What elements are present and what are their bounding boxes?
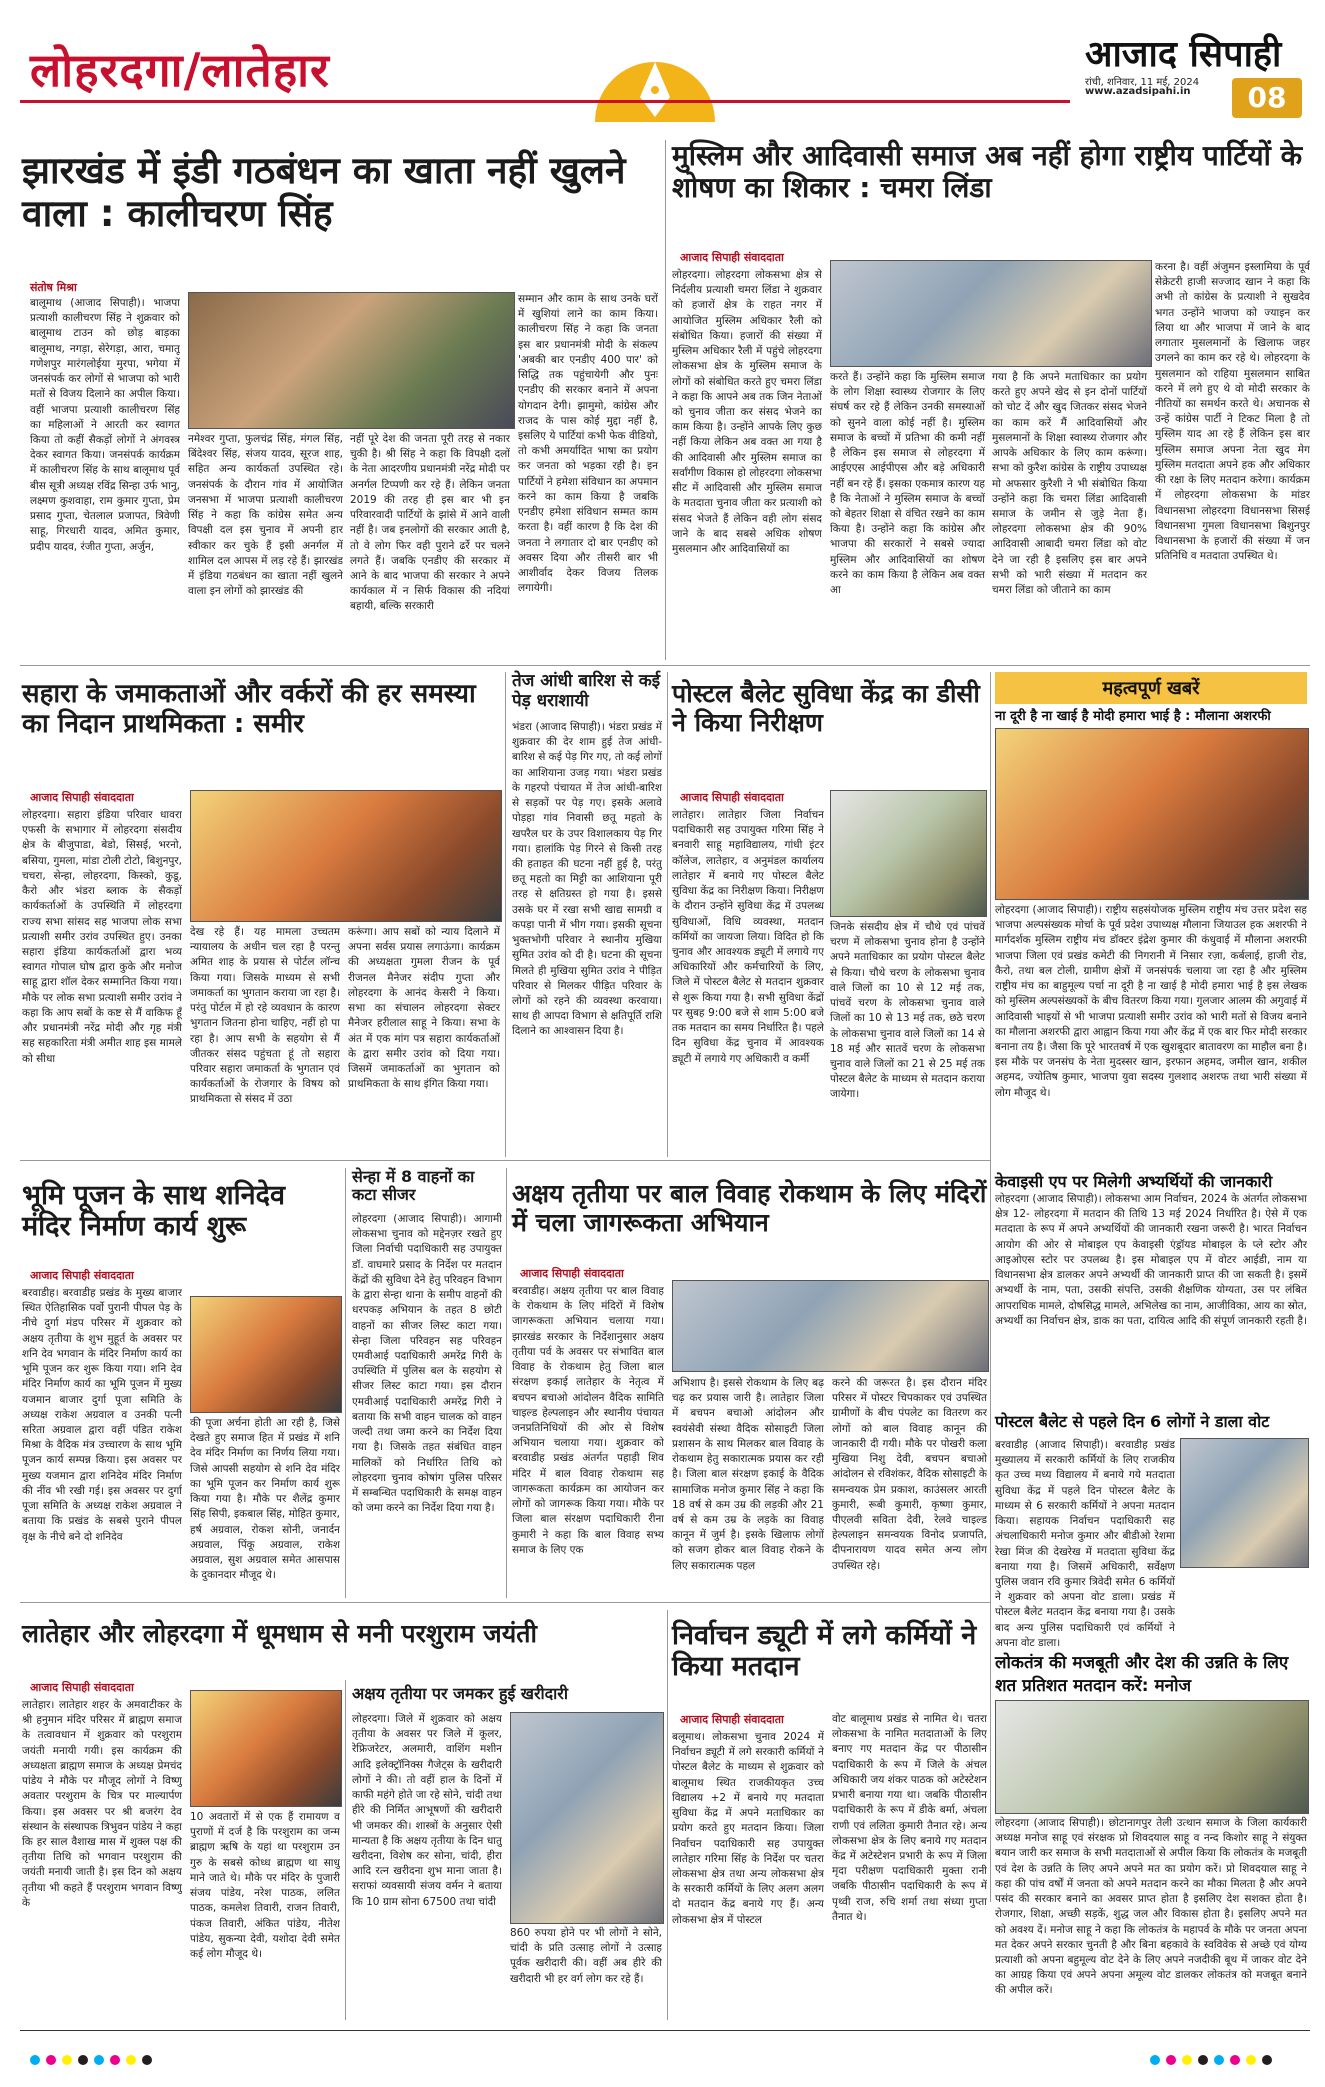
box-photo-2 bbox=[1180, 1438, 1309, 1568]
column-divider bbox=[665, 140, 666, 660]
a1-body-col1: बालूमाथ (आजाद सिपाही)। भाजपा प्रत्याशी कालीचरण सिंह ने शुक्रवार को बालूमाथ टाउन को छोड़ बाड़का बालूमाथ, नगड़ा, सेरेगड़ा, आरा, चमातू गणेशपुर मारंगलोईया मुरपा, भगेया में जनसंपर्क कर लोगों से भाजपा को भारी मतों से विजय दिलाने का अपील किया। वहीं भाजपा प्रत्याशी कालीचरण सिंह का महिलाओं ने आरती कर स्वागत किया तो कहीं सैकड़ों लोगों ने अंगवस्त्र देकर स्वागत किया। जनसंपर्क कार्यक्रम में कालीचरण सिंह के साथ बालूमाथ पूर्व बीस सूत्री अध्यक्ष रविंद्र सिन्हा उर्फ भानु, लक्ष्मण कुशवाहा, राम कुमार गुप्ता, प्रेम प्रसाद गुप्ता, चेतलाल प्रजापत, त्रिवेणी साहू, गिरधारी यादव, अमित कुमार, प्रदीप यादव, रंजीत गुप्ता, अर्जुन, bbox=[30, 297, 180, 553]
registration-dot bbox=[1214, 2055, 1224, 2065]
a9-photo bbox=[190, 1690, 342, 1807]
a5-body-col2: जिनके संसदीय क्षेत्र में चौथे एवं पांचवें चरण में लोकसभा चुनाव होना है उन्होंने अपने मताधिकार का प्रयोग पोस्टल बैलेट से किया। चौथे चरण के लोकसभा चुनाव वाले जिलों का 10 से 12 मई तक, पांचवें चरण के लोकसभा चुनाव वाले जिलों का 10 से 13 मई तक, छठे चरण के लोकसभा चुनाव वाले जिलों का 14 से 18 मई और सातवें चरण के लोकसभा चुनाव वाले जिलों का 21 से 25 मई तक पोस्टल बैलेट के माध्यम से मतदान कराया जायेगा। bbox=[830, 921, 985, 1101]
a6-body-col1: बरवाडीह। बरवाडीह प्रखंड के मुख्य बाजार स्थित ऐतिहासिक पर्वो पुरानी पीपल पेड़ के नीचे दुर्गा मंडप परिसर में शुक्रवार को अक्षय तृतीया के शुभ मुहूर्त के अवसर पर शनि देव भगवान के मंदिर निर्माण कार्य का भूमि पूजन कर शुरू किया गया। शनि देव मंदिर निर्माण कार्य का भूमि पूजन में मुख्य यजमान बाजार दुर्गा पूजा समिति के अध्यक्ष राकेश अग्रवाल व उनकी पत्नी सरिता अग्रवाल द्वारा वहीं पंडित राकेश मिश्रा के वैदिक मंत्र उच्चारण के साथ भूमि पूजन कार्य सम्पन्न किया। इस अवसर पर मुख्य यजमान द्वारा शनिदेव मंदिर निर्माण की नींव भी रखी गई। इस अवसर पर दुर्गा पूजा समिति के अध्यक्ष राकेश अग्रवाल ने बताया कि प्रखंड के सबसे पुराने पीपल वृक्ष के नीचे बने दो शनिदेव bbox=[22, 1287, 182, 1543]
registration-dot bbox=[1198, 2055, 1208, 2065]
column-divider bbox=[506, 1168, 507, 1598]
a1-body-col4: सम्मान और काम के साथ उनके घरों में खुशियां लाने का काम किया। कालीचरण सिंह ने कहा कि जनता इस बार प्रधानमंत्री मोदी के संकल्प 'अबकी बार एनडीए 400 पार' को सिद्धि तक पहुंचायेगी और पुनः एनडीए की सरकार बनाने में अपना योगदान देगी। झामुमो, कांग्रेस और राजद के पास कोई मुद्दा नहीं है, इसलिए ये पार्टियां कभी फेक वीडियो, तो कभी अमर्यादित भाषा का प्रयोग कर जनता को भड़का रही है। इन पार्टियों ने हमेशा संविधान का अपमान करने का काम किया है जबकि एनडीए हमेशा संविधान सम्मत काम करता है। वहीं कारण है कि देश की जनता ने लगातार दो बार एनडीए को अवसर दिया और तीसरी बार भी आशीर्वाद देकर विजय तिलक लगायेगी। bbox=[518, 293, 658, 595]
a11-body-col2: वोट बालूमाथ प्रखंड से नामित थे। चतरा लोकसभा के नामित मतदाताओं के लिए बनाए गए मतदान केंद्र पर पीठासीन पदाधिकारी के रूप में जिले के अंचल अधिकारी जय शंकर पाठक को अटेस्टेशन प्रभारी बनाया गया था। जबकि पीठासीन पदाधिकारी के रूप में डीके बर्मा, अंचला राणी एवं ललिता कुमारी तैनात रहे। अन्य लोकसभा क्षेत्र के लिए बनाये गए मतदान केंद्र में अटेस्टेशन प्रभारी के रूप में जिला मृदा परीक्षण पदाधिकारी मुक्ता रानी जबकि पीठासीन पदाधिकारी के रूप में पृथ्वी राज, रुचि शर्मा तथा संध्या गुप्ता तैनात थे। bbox=[832, 1713, 987, 1923]
registration-marks bbox=[30, 2050, 158, 2069]
a10-body-col2: 860 रुपया होने पर भी लोगों ने सोने, चांदी के प्रति उत्साह लोगों ने उत्साह पूर्वक खरीदारी की। वहीं अब हीरे की खरीदारी भी हर वर्ग लोग कर रहे हैं। bbox=[510, 1927, 662, 1985]
a2-photo bbox=[830, 260, 1152, 367]
a6-byline: आजाद सिपाही संवाददाता bbox=[30, 1269, 134, 1282]
a6-photo bbox=[190, 1296, 342, 1413]
a3-body-col1: लोहरदगा। सहारा इंडिया परिवार धावरा एफसी के सभागार में लोहरदगा संसदीय क्षेत्र के बीजुपाडा, बेडो, सिसई, भरनो, बसिया, गुमला, मांडा टोली टोटो, बिशुनपुर, चचरा, सेन्हा, लोहरदगा, किस्को, कुडू, कैरो और भंडरा ब्लाक के सैकड़ों कार्यकर्ताओं के उपस्थिति में लोहरदगा राज्य सभा सांसद सह भाजपा लोक सभा प्रत्याशी समीर उरांव उपस्थित हुए। उनका सहारा इंडिया कार्यकर्ताओं द्वारा भव्य स्वागत गोपाल घोष द्वारा कुके और मनोज साहू द्वारा शॉल देकर सम्मानित किया गया। मौके पर लोक सभा प्रत्याशी समीर उरांव ने कहा कि आप सबों के कष्ट से मैं वाकिफ हूँ और प्रधानमंत्री नरेंद्र मोदी और गृह मंत्री सह सहकारिता मंत्री अमीत शाह इस मामले को सीधा bbox=[22, 809, 182, 1065]
a5-byline: आजाद सिपाही संवाददाता bbox=[680, 791, 784, 804]
registration-dot bbox=[142, 2055, 152, 2065]
a6-headline: भूमि पूजन के साथ शनिदेव मंदिर निर्माण कार्य शुरू bbox=[22, 1180, 285, 1243]
registration-dot bbox=[1246, 2055, 1256, 2065]
a4-headline: तेज आंधी बारिश से कई पेड़ धराशायी bbox=[512, 671, 661, 711]
column-divider bbox=[345, 1680, 346, 2020]
box-h1: ना दूरी है ना खाई है मोदी हमारा भाई है : मौलाना अशरफी bbox=[995, 709, 1271, 724]
a10-headline: अक्षय तृतीया पर जमकर हुई खरीदारी bbox=[352, 1684, 568, 1703]
a7-body: लोहरदगा (आजाद सिपाही)। आगामी लोकसभा चुनाव को मद्देनज़र रखते हुए जिला निर्वाची पदाधिकारी सह उपायुक्त डॉ. वाघमारे प्रसाद के निर्देश पर मतदान केंद्रों की सुविधा देने हेतु परिवहन विभाग के द्वारा सेन्हा थाना के समीप वाहनों की धरपकड़ अभियान के तहत 8 छोटी वाहनों का सीजर लिस्ट काटा गया। सेन्हा जिला परिवहन सह परिवहन एमवीआई पदाधिकारी अमरेंद्र गिरी के उपस्थिति में पुलिस बल के सहयोग से सीजर लिस्ट काटा गया। इस दौरान एमवीआई पदाधिकारी अमरेंद्र गिरी ने बताया कि सभी वाहन चालक को वाहन जल्दी तथा जमा करने का निर्देश दिया गया है। जिसके तहत संबंधित वाहन मालिकों को निर्धारित तिथि को लोहरदगा चुनाव कोषांग पुलिस परिसर में सम्बन्धित पदाधिकारी के समक्ष वाहन को जमा करने का निर्देश दिया गया है। bbox=[352, 1213, 502, 1515]
a8-byline: आजाद सिपाही संवाददाता bbox=[520, 1267, 624, 1280]
registration-dot bbox=[1166, 2055, 1176, 2065]
important-news-label: महत्वपूर्ण खबरें bbox=[995, 672, 1307, 704]
box-h4: लोकतंत्र की मजबूती और देश की उन्नति के लिए शत प्रतिशत मतदान करें: मनोज bbox=[995, 1653, 1289, 1696]
row-divider bbox=[20, 665, 1310, 666]
a3-body-col3: करूंगा। आप सबों को न्याय दिलाने में अपना सर्वस प्रयास लगाऊंगा। कार्यक्रम की अध्यक्षता गुमला रीजन के पूर्व रीजनल मैनेजर संदीप गुप्ता और लोहरदगा के आनंद केसरी ने किया। सभा का संचालन लोहरदगा सेक्टर मैनेजर हरीलाल साहू ने किया। सभा के अंत में एक मांग पत्र सहारा कार्यकर्ताओं के द्वारा समीर उरांव को दिया गया। जिसमें जमाकर्ताओं का भुगतान को प्राथमिकता के साथ इंगित किया गया। bbox=[348, 926, 500, 1091]
a2-body-col4: करना है। वहीं अंजुमन इस्लामिया के पूर्व सेक्रेटरी हाजी सज्जाद खान ने कहा कि अभी तो कांग्रेस के प्रत्याशी ने सुखदेव भगत उन्होंने भाजपा को ज्याइन कर लिया था और भाजपा में जाने के बाद लगातार मुसलमानों के खिलाफ जहर उगलने का काम कर रहे थे। लोहरदगा के मुसलमान को राहिया मुसलमान साबित करने में लगे हुए थे वो मोदी सरकार के नीतियों का समर्थन करते थे। अचानक से उन्हें कांग्रेस पार्टी ने टिकट मिला है तो मुस्लिम याद आ रहे हैं लेकिन इस बार मुस्लिम समाज अपना नेता खुद मेग मुस्लिम मतदाता अपने हक और अधिकार की रक्षा के लिए मतदान करेगा। कार्यक्रम में लोहरदगा लोकसभा के मांडर विधानसभा लोहरदगा विधानसभा सिसई विधानसभा गुमला विधानसभा बिशुनपुर विधानसभा के हजारों की संख्या में जन प्रतिनिधि व मतदाता उपस्थित थे। bbox=[1155, 261, 1310, 563]
registration-dot bbox=[94, 2055, 104, 2065]
registration-dot bbox=[46, 2055, 56, 2065]
a10-body-col1: लोहरदगा। जिले में शुक्रवार को अक्षय तृतीया के अवसर पर जिले में कूलर, रेफ्रिजरेटर, अलमारी, वाशिंग मशीन आदि इलेक्ट्रॉनिक्स गैजेट्स के खरीदारी लोगों ने की। तो वहीं हाल के दिनों में काफी महंगे होते जा रहे सोने, चांदी तथा हीरे की निर्मित आभूषणों की खरीदारी भी जमकर की। शास्त्रों के अनुसार ऐसी मान्यता है कि अक्षय तृतीया के दिन धातु खरीदना, विशेष कर सोना, चांदी, हीरा आदि रत्न खरीदना शुभ माना जाता है। सराफां व्यवसायी संजय वर्मन ने बताया कि 10 ग्राम सोना 67500 तथा चांदी bbox=[352, 1713, 502, 1908]
box-b2: लोहरदगा (आजाद सिपाही)। लोकसभा आम निर्वाचन, 2024 के अंतर्गत लोकसभा क्षेत्र 12- लोहरदगा में मतदान की तिथि 13 मई 2024 निर्धारित है। ऐसे में एक मतदाता के रूप में अपने अभ्यर्थियों की जानकारी रखना जरूरी है। भारत निर्वाचन आयोग की ओर से मोबाइल एप केवाइसी एंड्रॉयड मोबाइल के प्ले स्टोर और आइओएस स्टोर पर उपलब्ध है। इस मोबाइल एप में वोटर आईडी, नाम या विधानसभा क्षेत्र डालकर अपने अभ्यर्थी की जानकारी प्राप्त की जा सकती है। इसमें अभ्यर्थी के नाम, पता, उसकी संपत्ति, उसकी शैक्षणिक योग्यता, उस पर लंबित आपराधिक मामले, दोषसिद्ध मामले, अभिलेख का नाम, आजीविका, आय का स्रोत, अभ्यर्थी का निर्वाचन क्षेत्र, डाक का पता, दायित्व आदि की संपूर्ण जानकारी रहती है। bbox=[995, 1193, 1307, 1327]
registration-marks bbox=[1150, 2050, 1278, 2069]
a7-headline: सेन्हा में 8 वाहनों का कटा सीजर bbox=[352, 1167, 475, 1205]
paper-url[interactable]: www.azadsipahi.in bbox=[1085, 86, 1191, 97]
a8-headline: अक्षय तृतीया पर बाल विवाह रोकथाम के लिए मंदिरों में चला जागरूकता अभियान bbox=[512, 1179, 987, 1237]
registration-dot bbox=[1182, 2055, 1192, 2065]
column-divider bbox=[667, 1610, 668, 2020]
box-h2: केवाइसी एप पर मिलेगी अभ्यर्थियों की जानकारी bbox=[995, 1172, 1273, 1191]
a2-body-col3: गया है कि अपने मताधिकार का प्रयोग करते हुए अपने खेद से इन दोनों पार्टियों को चोट दें और खुद जितकर संसद भेजने का काम करें मैं आदिवासियों और मुसलमानों के शिक्षा स्वास्थ्य रोजगार और आपके अधिकार के लिए काम करूंगा। सभा को कुरैश कांग्रेस के राष्ट्रीय उपाध्यक्ष मो अफसार कुरैशी ने भी संबोधित किया उन्होंने कहा कि चमरा लिंडा आदिवासी समाज के जमीन से जुड़े नेता हैं। लोहरदगा लोकसभा क्षेत्र की 90% आदिवासी आबादी चमरा लिंडा को वोट देने जा रही है इसलिए इस बार अपने सभी को भारी संख्या में मतदान कर चमरा लिंडा को जीताने का काम bbox=[992, 371, 1147, 597]
section-title: लोहरदगा/लातेहार bbox=[30, 43, 330, 97]
a5-photo bbox=[830, 790, 987, 917]
pen-nib-emblem-icon bbox=[585, 22, 725, 122]
a1-body-col2: नमेश्वर गुप्ता, फुलचंद्र सिंह, मंगल सिंह, बिंदेश्वर सिंह, संजय यादव, सूरज शाह, सहित अन्य कार्यकर्ता उपस्थित रहे। जनसंपर्क के दौरान गांव में आयोजित जनसभा में भाजपा प्रत्याशी कालीचरण सिंह ने कहा कि कांग्रेस समेत अन्य विपक्षी दल इस चुनाव में अपनी हार स्वीकार कर चुके हैं इसी अनर्गल में शामिल दल आपस में लड़ रहे हैं। झारखंड में इंडिया गठबंधन का खाता नहीं खुलने वाला इन लोगों को झारखंड की bbox=[188, 433, 343, 598]
a5-body-col1: लातेहार। लातेहार जिला निर्वाचन पदाधिकारी सह उपायुक्त गरिमा सिंह ने बनवारी साहू महाविद्यालय, गांधी इंटर कॉलेज, लातेहार, व अनुमंडल कार्यालय लातेहार में बनाये गए पोस्टल बैलेट सुविधा केंद्र का निरीक्षण किया। निरीक्षण के दौरान उन्होंने सुविधा केंद्र में उपलब्ध सुविधाओं, विधि व्यवस्था, मतदान कर्मियों का जायजा लिया। विदित हो कि चुनाव और आवश्यक ड्यूटी में लगाये गए अधिकारियों और कर्मचारियों के लिए, जिले में पोस्टल बैलेट से मतदान शुक्रवार से शुरू किया गया है। सभी सुविधा केंद्रों पर सुबह 9:00 बजे से शाम 5:00 बजे तक मतदान का समय निर्धारित है। पहले दिन सुविधा केंद्र चुनाव में आवश्यक ड्यूटी में लगाये गए अधिकारी व कर्मी bbox=[672, 809, 824, 1065]
column-divider bbox=[345, 1168, 346, 1598]
footer-rule bbox=[20, 2030, 1310, 2031]
a11-headline: निर्वाचन ड्यूटी में लगे कर्मियों ने किया मतदान bbox=[672, 1620, 977, 1683]
a9-byline: आजाद सिपाही संवाददाता bbox=[30, 1681, 134, 1694]
registration-dot bbox=[110, 2055, 120, 2065]
a1-byline: संतोष मिश्रा bbox=[30, 281, 77, 294]
a1-headline: झारखंड में इंडी गठबंधन का खाता नहीं खुलने वाला : कालीचरण सिंह bbox=[22, 149, 626, 235]
row-divider bbox=[20, 1602, 990, 1603]
registration-dot bbox=[30, 2055, 40, 2065]
a4-body: भंडरा (आजाद सिपाही)। भंडरा प्रखंड में शुक्रवार की देर शाम हुई तेज आंधी-बारिश से कई पेड़ गिर गए, तो कई लोगों का आशियाना उजड़ गया। भंडरा प्रखंड के गहरपो पंचायत में तेज आंधी-बारिश से सड़कों पर पेड़ गए। इसके अलावे पोड़हा गांव निवासी छतू महतो के खपरैल घर के उपर विशालकाय पेड़ गिर गया। हालांकि पेड़ गिरने से किसी तरह की हताहत की घटना नहीं हुई है, परंतु छतू महतो का मिट्टी का आशियाना पूरी तरह से क्षतिग्रस्त हो गया है। इससे उसके घर में रखा सभी खाद्य सामग्री व कपड़ा पानी में भीग गया। इसकी सूचना भुक्तभोगी परिवार ने स्थानीय मुखिया सुमित उरांव को दी है। घटना की सूचना मिलते ही मुखिया सुमित उरांव ने पीड़ित परिवार से मिलकर पीड़ित परिवार के लोगों को रहने की व्यवस्था करवाया। साथ ही आपदा विभाग से क्षतिपूर्ति राशि दिलाने का आश्वासन दिया है। bbox=[512, 721, 662, 1038]
a8-body-col3: करने की जरूरत है। इस दौरान मंदिर परिसर में पोस्टर चिपकाकर एवं उपस्थित ग्रामीणों के बीच पंपलेट का वितरण कर लोगों को बाल विवाह कानून की जानकारी दी गयी। मौके पर पोखरी कला मुखिया निशु देवी, बचपन बचाओ आंदोलन से रविशंकर, वैदिक सोसाइटी के समन्वयक प्रेम प्रकाश, काउंसलर आरती कुमारी, रूबी कुमारी, कृष्णा कुमार, पीएलवी सविता देवी, रेलवे चाइल्ड हेल्पलाइन समन्वयक विनोद प्रजापति, दीपनारायण यादव समेत अन्य लोग उपस्थित रहे। bbox=[832, 1377, 987, 1572]
page-number: 08 bbox=[1232, 78, 1302, 118]
box-b1: लोहरदगा (आजाद सिपाही)। राष्ट्रीय सहसंयोजक मुस्लिम राष्ट्रीय मंच उत्तर प्रदेश सह भाजपा अल्पसंख्यक मोर्चा के पूर्व प्रदेश उपाध्यक्ष मौलाना जियाउल हक अशरफी ने मार्गदर्शक मुस्लिम राष्ट्रीय मंच डॉक्टर इंद्रेश कुमार की कंधुवाई में मौलाना अशरफी भाजपा जिला एवं प्रखंड कमेटी की निगरानी में निसार रज़ा, कर्बलाई, हाजी रोड, कैरो, तथा बल टोली, ग्रामीण क्षेत्रों में जनसंपर्क चलाया जा रहा है और मुस्लिम राष्ट्रीय मंच का बाहुमूल्य पर्चा ना दूरी है ना खाई है मोदी हमारा भाई है इस लेखक को मुस्लिम अल्पसंख्यकों के बीच वितरण किया गया। गुलजार आलम की अगुवाई में आदिवासी भाइयों से भी भाजपा प्रत्याशी समीर उरांव को भारी मतों से विजय बनाने का मौलाना अशरफी द्वारा आह्वान किया गया और केंद्र में एक बार फिर मोदी सरकार बनाना तय है। जैसा कि पूरे भारतवर्ष में एक खुशबूदार बातावरण का माहौल बना है। इस मौके पर जनसंघ के नेता मुदस्सर खान, इरफान अहमद, जमील खान, शकील अहमद, ज्योतिष कुमार, भाजपा युवा सदस्य गुलशाद अशरफ तथा भारी संख्या में लोग मौजूद थे। bbox=[995, 904, 1307, 1099]
registration-dot bbox=[78, 2055, 88, 2065]
a9-body-col1: लातेहार। लातेहार शहर के अमवाटीकर के श्री हनुमान मंदिर परिसर में ब्राह्मण समाज के तत्वावधान में शुक्रवार को परशुराम जयंती मनायी गयी। इस कार्यक्रम की अध्यक्षता ब्राह्मण समाज के अध्यक्ष प्रेमचंद पांडेय ने मौके पर मौजूद लोगों ने विष्णु अवतार परशुराम के चित्र पर माल्यार्पण किया। इस अवसर पर श्री बजरंग देव संस्थान के संस्थापक त्रिभुवन पांडेय ने कहा कि हर साल वैशाख मास में शुक्ल पक्ष की तृतीया तिथि को भगवान परशुराम की जयंती मनायी जाती है। इस दिन को अक्षय तृतीया भी कहते हैं परशुराम भगवान विष्णु के bbox=[22, 1699, 182, 1909]
box-b3: बरवाडीह (आजाद सिपाही)। बरवाडीह प्रखंड मुख्यालय में सरकारी कर्मियों के लिए राजकीय कृत उच्च मध्य विद्यालय में बनाये गये मतदाता सुविधा केंद्र में पहले दिन पोस्टल बैलेट के माध्यम से 6 सरकारी कर्मियों ने अपना मतदान किया। सहायक निर्वाचन पदाधिकारी सह अंचलाधिकारी मनोज कुमार और बीडीओ रेशमा रेखा मिंज की देखरेख में मतदाता सुविधा केंद्र बनाया गया है। जिसमें अधिकारी, सर्वेक्षण पुलिस जवान रवि कुमार त्रिवेदी समेत 6 कर्मियों ने शुक्रवार को अपना वोट डाला। प्रखंड में पोस्टल बैलेट मतदान केंद्र बनाया गया है। उसके बाद अन्य पुलिस पदाधिकारी एवं कर्मियों ने अपना वोट डाला। bbox=[995, 1439, 1175, 1648]
a2-byline: आजाद सिपाही संवाददाता bbox=[680, 251, 784, 264]
row-divider bbox=[20, 1160, 990, 1161]
a9-body-col2: 10 अवतारों में से एक हैं रामायण व पुराणों में दर्ज है कि परशुराम का जन्म ब्राह्मण ऋषि के यहां था परशुराम उन गुरु के सबसे कोध्ध ब्राह्मण था साधु माने जाते थे। मौके पर मंदिर के पुजारी संजय पांडेय, नरेश पाठक, ललित पाठक, कमलेश तिवारी, राजन तिवारी, पंकज तिवारी, अंकित पांडेय, नीतेश पांडेय, सुकन्या देवी, यशोदा देवी समेत कई लोग मौजूद थे। bbox=[190, 1811, 340, 1960]
a1-photo bbox=[188, 292, 515, 429]
a2-headline: मुस्लिम और आदिवासी समाज अब नहीं होगा राष्ट्रीय पार्टियों के शोषण का शिकार : चमरा लिंडा bbox=[672, 139, 1303, 205]
a3-byline: आजाद सिपाही संवाददाता bbox=[30, 791, 134, 804]
paper-date: रांची, शनिवार, 11 मई, 2024 bbox=[1085, 77, 1200, 88]
a8-body-col2: अभिशाप है। इससे रोकथाम के लिए बढ़ चढ़ कर प्रयास जारी है। लातेहार जिला में बचपन बचाओ आंदोलन और स्वयंसेवी संस्था वैदिक सोसाइटी जिला प्रशासन के साथ मिलकर बाल विवाह के रोकथाम हेतु सकारात्मक प्रयास कर रही है। जिला बाल संरक्षण इकाई के वैदिक सामाजिक मनोज कुमार सिंह ने कहा कि 18 वर्ष से कम उम्र की लड़की और 21 वर्ष से कम उम्र के लड़के का विवाह कानून में जुर्म है। इसके खिलाफ लोगों को सजग होकर बाल विवाह रोकने के लिए सकारात्मक पहल bbox=[672, 1377, 824, 1572]
column-divider bbox=[505, 672, 506, 1157]
a9-headline: लातेहार और लोहरदगा में धूमधाम से मनी परशुराम जयंती bbox=[22, 1619, 537, 1648]
important-news-box bbox=[995, 672, 1307, 704]
a8-photo bbox=[672, 1280, 989, 1372]
registration-dot bbox=[1230, 2055, 1240, 2065]
box-photo-1 bbox=[995, 728, 1309, 900]
registration-dot bbox=[62, 2055, 72, 2065]
a2-body-col2: करते हैं। उन्होंने कहा कि मुस्लिम समाज के लोग शिक्षा स्वास्थ्य रोजगार के लिए संघर्ष कर रहे हैं लेकिन उनकी समस्याओं को सुनने वाला कोई नहीं है। मुस्लिम समाज के बच्चों में प्रतिभा की कमी नहीं है लेकिन इस समाज से लोहरदगा में आईएएस आईपीएस और बड़े अधिकारी नहीं बन रहे हैं। इसका एकमात्र कारण यह है कि नेताओं ने मुस्लिम समाज के बच्चों को बेहतर शिक्षा से वंचित रखने का काम किया है। उन्होंने कहा कि कांग्रेस और भाजपा की सरकारों ने सबसे ज्यादा मुस्लिम और आदिवासियों का शोषण करने का काम किया है लेकिन अब वक्त आ bbox=[830, 371, 985, 597]
a3-headline: सहारा के जमाकताओं और वर्करों की हर समस्या का निदान प्राथमिकता : समीर bbox=[22, 679, 476, 739]
registration-dot bbox=[126, 2055, 136, 2065]
column-divider bbox=[667, 672, 668, 1157]
a3-body-col2: देख रहे हैं। यह मामला उच्चतम न्यायालय के अधीन चल रहा है परन्तु अमित शाह के प्रयास से पोर्टल लॉन्च किया गया। जिसके माध्यम से सभी जमाकर्ता का भुगतान कराया जा रहा है। परंतु पोर्टल में हो रहे व्यवधान के कारण भुगतान जितना होना चाहिए, नहीं हो पा रहा है। आप सभी के सहयोग से मैं जीतकर संसद पहुंचता हूं तो सहारा परिवार सहारा जमाकर्ता के भुगतान एवं कार्यकर्ताओं के रोजगार के विषय को प्राथमिकता से संसद में उठा bbox=[190, 926, 340, 1106]
a5-headline: पोस्टल बैलेट सुविधा केंद्र का डीसी ने किया निरीक्षण bbox=[672, 679, 980, 737]
header-rule bbox=[20, 100, 1070, 103]
column-divider bbox=[990, 672, 991, 1902]
a8-body-col1: बरवाडीह। अक्षय तृतीया पर बाल विवाह के रोकथाम के लिए मंदिरों में विशेष जागरूकता अभियान चलाया गया। झारखंड सरकार के निर्देशानुसार अक्षय तृतीया पर्व के अवसर पर संभावित बाल विवाह के रोकथाम हेतु जिला बाल संरक्षण इकाई लातेहार के नेतृत्व में बचपन बचाओ आंदोलन वैदिक सामिति चाइल्ड हेल्पलाइन और स्थानीय पंचायत जनप्रतिनिधियों की ओर से विशेष अभियान चलाया गया। शुक्रवार को बरवाडीह प्रखंड अंतर्गत पहाड़ी शिव मंदिर में बाल विवाह रोकथाम सह जागरूकता कार्यक्रम का आयोजन कर लोगों को जागरूक किया गया। मौके पर जिला बाल संरक्षण पदाधिकारी रीना कुमारी ने कहा कि बाल विवाह सभ्य समाज के लिए एक bbox=[512, 1285, 664, 1556]
box-b4: लोहरदगा (आजाद सिपाही)। छोटानागपुर तेली उत्थान समाज के जिला कार्यकारी अध्यक्ष मनोज साहू एवं संरक्षक प्रो शिवदयाल साहू व नन्द किशोर साहू ने संयुक्त बयान जारी कर समाज के सभी मतदाताओं से अपील किया कि लोकतंत्र के मजबूती एवं देश के उन्नति के लिए अपने अपने मत का प्रयोग करें। प्रो शिवदयाल साहू ने कहा की पांच वर्षों में जनता को अपने मतदान करने का मौका मिलता है और अपने पसंद की सरकार बनाने का अवसर प्राप्त होता है इसलिए देश सशक्त होता है। रोजगार, शिक्षा, अच्छी सड़कें, शुद्ध जल और विकास होता है। इसलिए अपने मत को अवश्य दें। मनोज साहू ने कहा कि लोकतंत्र के महापर्व के मौके पर जनता अपना मत देकर अपने सरकार चुनती है और बिना बहकावे के स्वविवेक से अच्छे एवं योग्य प्रत्याशी को अपना बहुमूल्य वोट देने के लिए अपने नजदीकी बूथ में जाकर वोट देने का आग्रह किया एवं अपने अपना अमूल्य वोट डालकर लोकतंत्र को मजबूत बनाने की अपील करें। bbox=[995, 1817, 1307, 1997]
a2-body-col1: लोहरदगा। लोहरदगा लोकसभा क्षेत्र से निर्दलीय प्रत्याशी चमरा लिंडा ने शुक्रवार को हजारों क्षेत्र के राहत नगर में आयोजित मुस्लिम अधिकार रैली को संबोधित किया। हजारों की संख्या में मुस्लिम अधिकार रैली में पहुंचे लोहरदगा लोकसभा क्षेत्र के मुस्लिम समाज के लोगों को संबोधित करते हुए चमरा लिंडा ने कहा कि आपने अब तक जिन नेताओं को चुनाव जीता कर संसद भेजने का काम किया है। उन्होंने आपके लिए कुछ नहीं किया लेकिन अब वक्त आ गया है की आदिवासी और मुस्लिम समाज का सर्वांगीण विकास हो लोहरदगा लोकसभा सीट में आदिवासी और मुस्लिम समाज के मतदाता चुनाव जीता कर प्रत्याशी को संसद भेजते हैं लेकिन वही लोग संसद जाने के बाद सबसे अधिक शोषण मुसलमान और आदिवासियों का bbox=[672, 269, 822, 555]
a1-body-col3: नहीं पूरे देश की जनता पूरी तरह से नकार चुकी है। श्री सिंह ने कहा कि विपक्षी दलों के नेता आदरणीय प्रधानमंत्री नरेंद्र मोदी पर अनर्गल टिप्पणी कर रहे हैं। लेकिन जनता 2019 की तरह ही इस बार भी इन परिवारवादी पार्टियों के झांसे में आने वाली नहीं है। जब इनलोगों की सरकार आती है, तो वे लोग फिर वही पुराने ढर्रे पर चलने लगते हैं। जबकि एनडीए की सरकार में आने के बाद भाजपा की सरकार ने अपने कार्यकाल में न सिर्फ विकास की नदियां बहायी, बल्कि सरकारी bbox=[350, 433, 510, 613]
box-photo-3 bbox=[995, 1700, 1309, 1814]
box-h3: पोस्टल बैलेट से पहले दिन 6 लोगों ने डाला वोट bbox=[995, 1412, 1270, 1431]
paper-name: आजाद सिपाही bbox=[1085, 34, 1282, 75]
a6-body-col2: की पूजा अर्चना होती आ रही है, जिसे देखते हुए समाज हित में प्रखंड में शनि देव मंदिर निर्माण का निर्णय लिया गया। जिसे आपसी सहयोग से शनि देव मंदिर का भूमि पूजन कर निर्माण कार्य शुरू किया गया है। मौके पर शैलेंद्र कुमार सिंह सिपी, इकबाल सिंह, मोहित कुमार, हर्ष अग्रवाल, रोकश सोनी, जनार्दन अग्रवाल, पिंकू अग्रवाल, राकेश अग्रवाल, सुश अग्रवाल समेत आसपास के दुकानदार मौजूद थे। bbox=[190, 1417, 340, 1582]
a10-photo bbox=[510, 1712, 664, 1924]
a3-photo bbox=[190, 790, 502, 922]
a11-body-col1: बलूमाथ। लोकसभा चुनाव 2024 में निर्वाचन ड्यूटी में लगे सरकारी कर्मियों ने पोस्टल बैलेट के माध्यम से शुक्रवार को बालूमाथ स्थित राजकीयकृत उच्च विद्यालय +2 में बनाये गए मतदाता सुविधा केंद्र में अपने मताधिकार का प्रयोग करते हुए मतदान किया। जिला निर्वाचन पदाधिकारी सह उपायुक्त लातेहार गरिमा सिंह के निर्देश पर चतरा लोकसभा क्षेत्र तथा अन्य लोकसभा क्षेत्र के सरकारी कर्मियों के लिए अलग अलग दो मतदान केंद्र बनाये गए हैं। अन्य लोकसभा क्षेत्र में पोस्टल bbox=[672, 1731, 824, 1926]
a11-byline: आजाद सिपाही संवाददाता bbox=[680, 1713, 784, 1726]
registration-dot bbox=[1150, 2055, 1160, 2065]
registration-dot bbox=[1262, 2055, 1272, 2065]
